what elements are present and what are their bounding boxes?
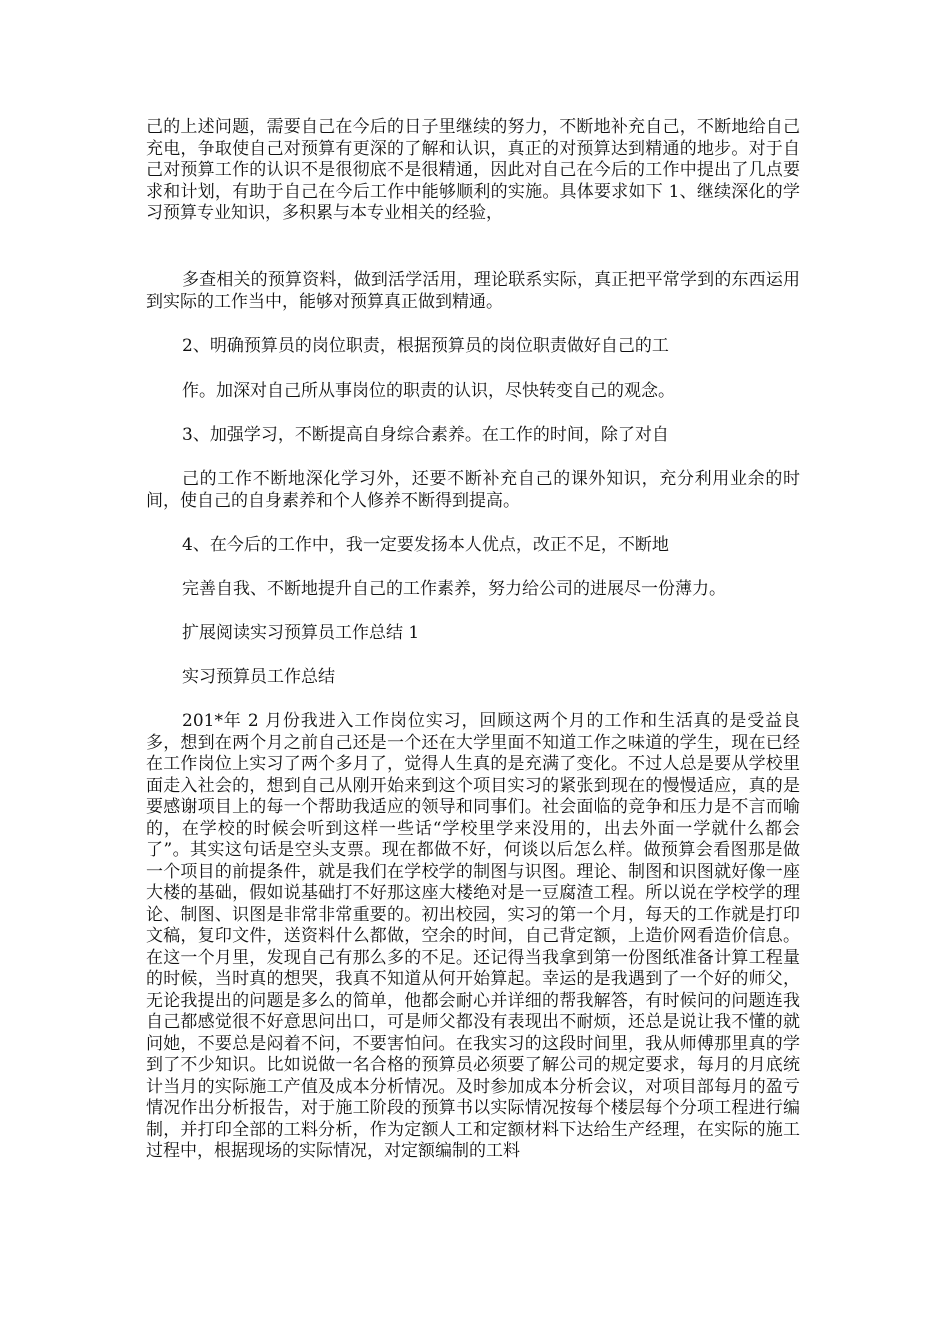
section-heading-extended-reading: 扩展阅读实习预算员工作总结 1 [182,623,420,643]
paragraph-3: 2、明确预算员的岗位职责，根据预算员的岗位职责做好自己的工 [182,336,669,356]
paragraph-8: 完善自我、不断地提升自己的工作素养，努力给公司的进展尽一份薄力。 [182,579,726,599]
paragraph-body: 201*年 2 月份我进入工作岗位实习，回顾这两个月的工作和生活真的是受益良多，想到在两个月之前自己还是一个还在大学里面不知道工作之味道的学生，现在已经在工作岗位上实习了两个多月了，觉得人生真的是充满了变化。不过人总是要从学校里面走入社会的，想到自己从刚开始来到这个项目实习的紧张到现在的慢慢适应，真的是要感谢项目上的每一个帮助我适应的领导和同事们。社会面临的竞争和压力是不言而喻的，在学校的时候会听到这样一些话“学校里学来没用的，出去外面一学就什么都会了”。其实这句话是空头支票。现在都做不好，何谈以后怎么样。做预算会看图那是做一个项目的前提条件，就是我们在学校学的制图与识图。理论、制图和识图就好像一座大楼的基础，假如说基础打不好那这座大楼绝对是一豆腐渣工程。所以说在学校学的理论、制图、识图是非常非常重要的。初出校园，实习的第一个月，每天的工作就是打印文稿，复印文件，送资料什么都做，空余的时间，自己背定额，上造价网看造价信息。在这一个月里，发现自己有那么多的不足。还记得当我拿到第一份图纸准备计算工程量的时候，当时真的想哭，我真不知道从何开始算起。幸运的是我遇到了一个好的师父，无论我提出的问题是多么的简单，他都会耐心并详细的帮我解答，有时候问的问题连我自己都感觉很不好意思问出口，可是师父都没有表现出不耐烦，还总是说让我不懂的就问她，不要总是闷着不问，不要害怕问。在我实习的这段时间里，我从师傅那里真的学到了不少知识。比如说做一名合格的预算员必须要了解公司的规定要求，每月的月底统计当月的实际施工产值及成本分析情况。及时参加成本分析会议，对项目部每月的盈亏情况作出分析报告，对于施工阶段的预算书以实际情况按每个楼层每个分项工程进行编制，并打印全部的工料分析，作为定额人工和定额材料下达给生产经理，在实际的施工过程中，根据现场的实际情况，对定额编制的工料 [146,711,800,1161]
paragraph-7: 4、在今后的工作中，我一定要发扬本人优点，改正不足，不断地 [182,535,669,555]
paragraph-1: 己的上述问题，需要自己在今后的日子里继续的努力，不断地补充自己，不断地给自己充电，争取使自己对预算有更深的了解和认识，真正的对预算达到精通的地步。对于自己对预算工作的认识不是很彻底不是很精通，因此对自己在今后的工作中提出了几点要求和计划，有助于自己在今后工作中能够顺利的实施。具体要求如下 1、继续深化的学习预算专业知识，多积累与本专业相关的经验， [146,117,800,223]
paragraph-6: 己的工作不断地深化学习外，还要不断补充自己的课外知识，充分利用业余的时间，使自己的自身素养和个人修养不断得到提高。 [146,469,800,511]
paragraph-2: 多查相关的预算资料，做到活学活用，理论联系实际，真正把平常学到的东西运用到实际的工作当中，能够对预算真正做到精通。 [146,270,800,312]
paragraph-5: 3、加强学习，不断提高自身综合素养。在工作的时间，除了对自 [182,425,669,445]
paragraph-4: 作。加深对自己所从事岗位的职责的认识，尽快转变自己的观念。 [182,381,675,401]
section-title: 实习预算员工作总结 [182,667,335,687]
